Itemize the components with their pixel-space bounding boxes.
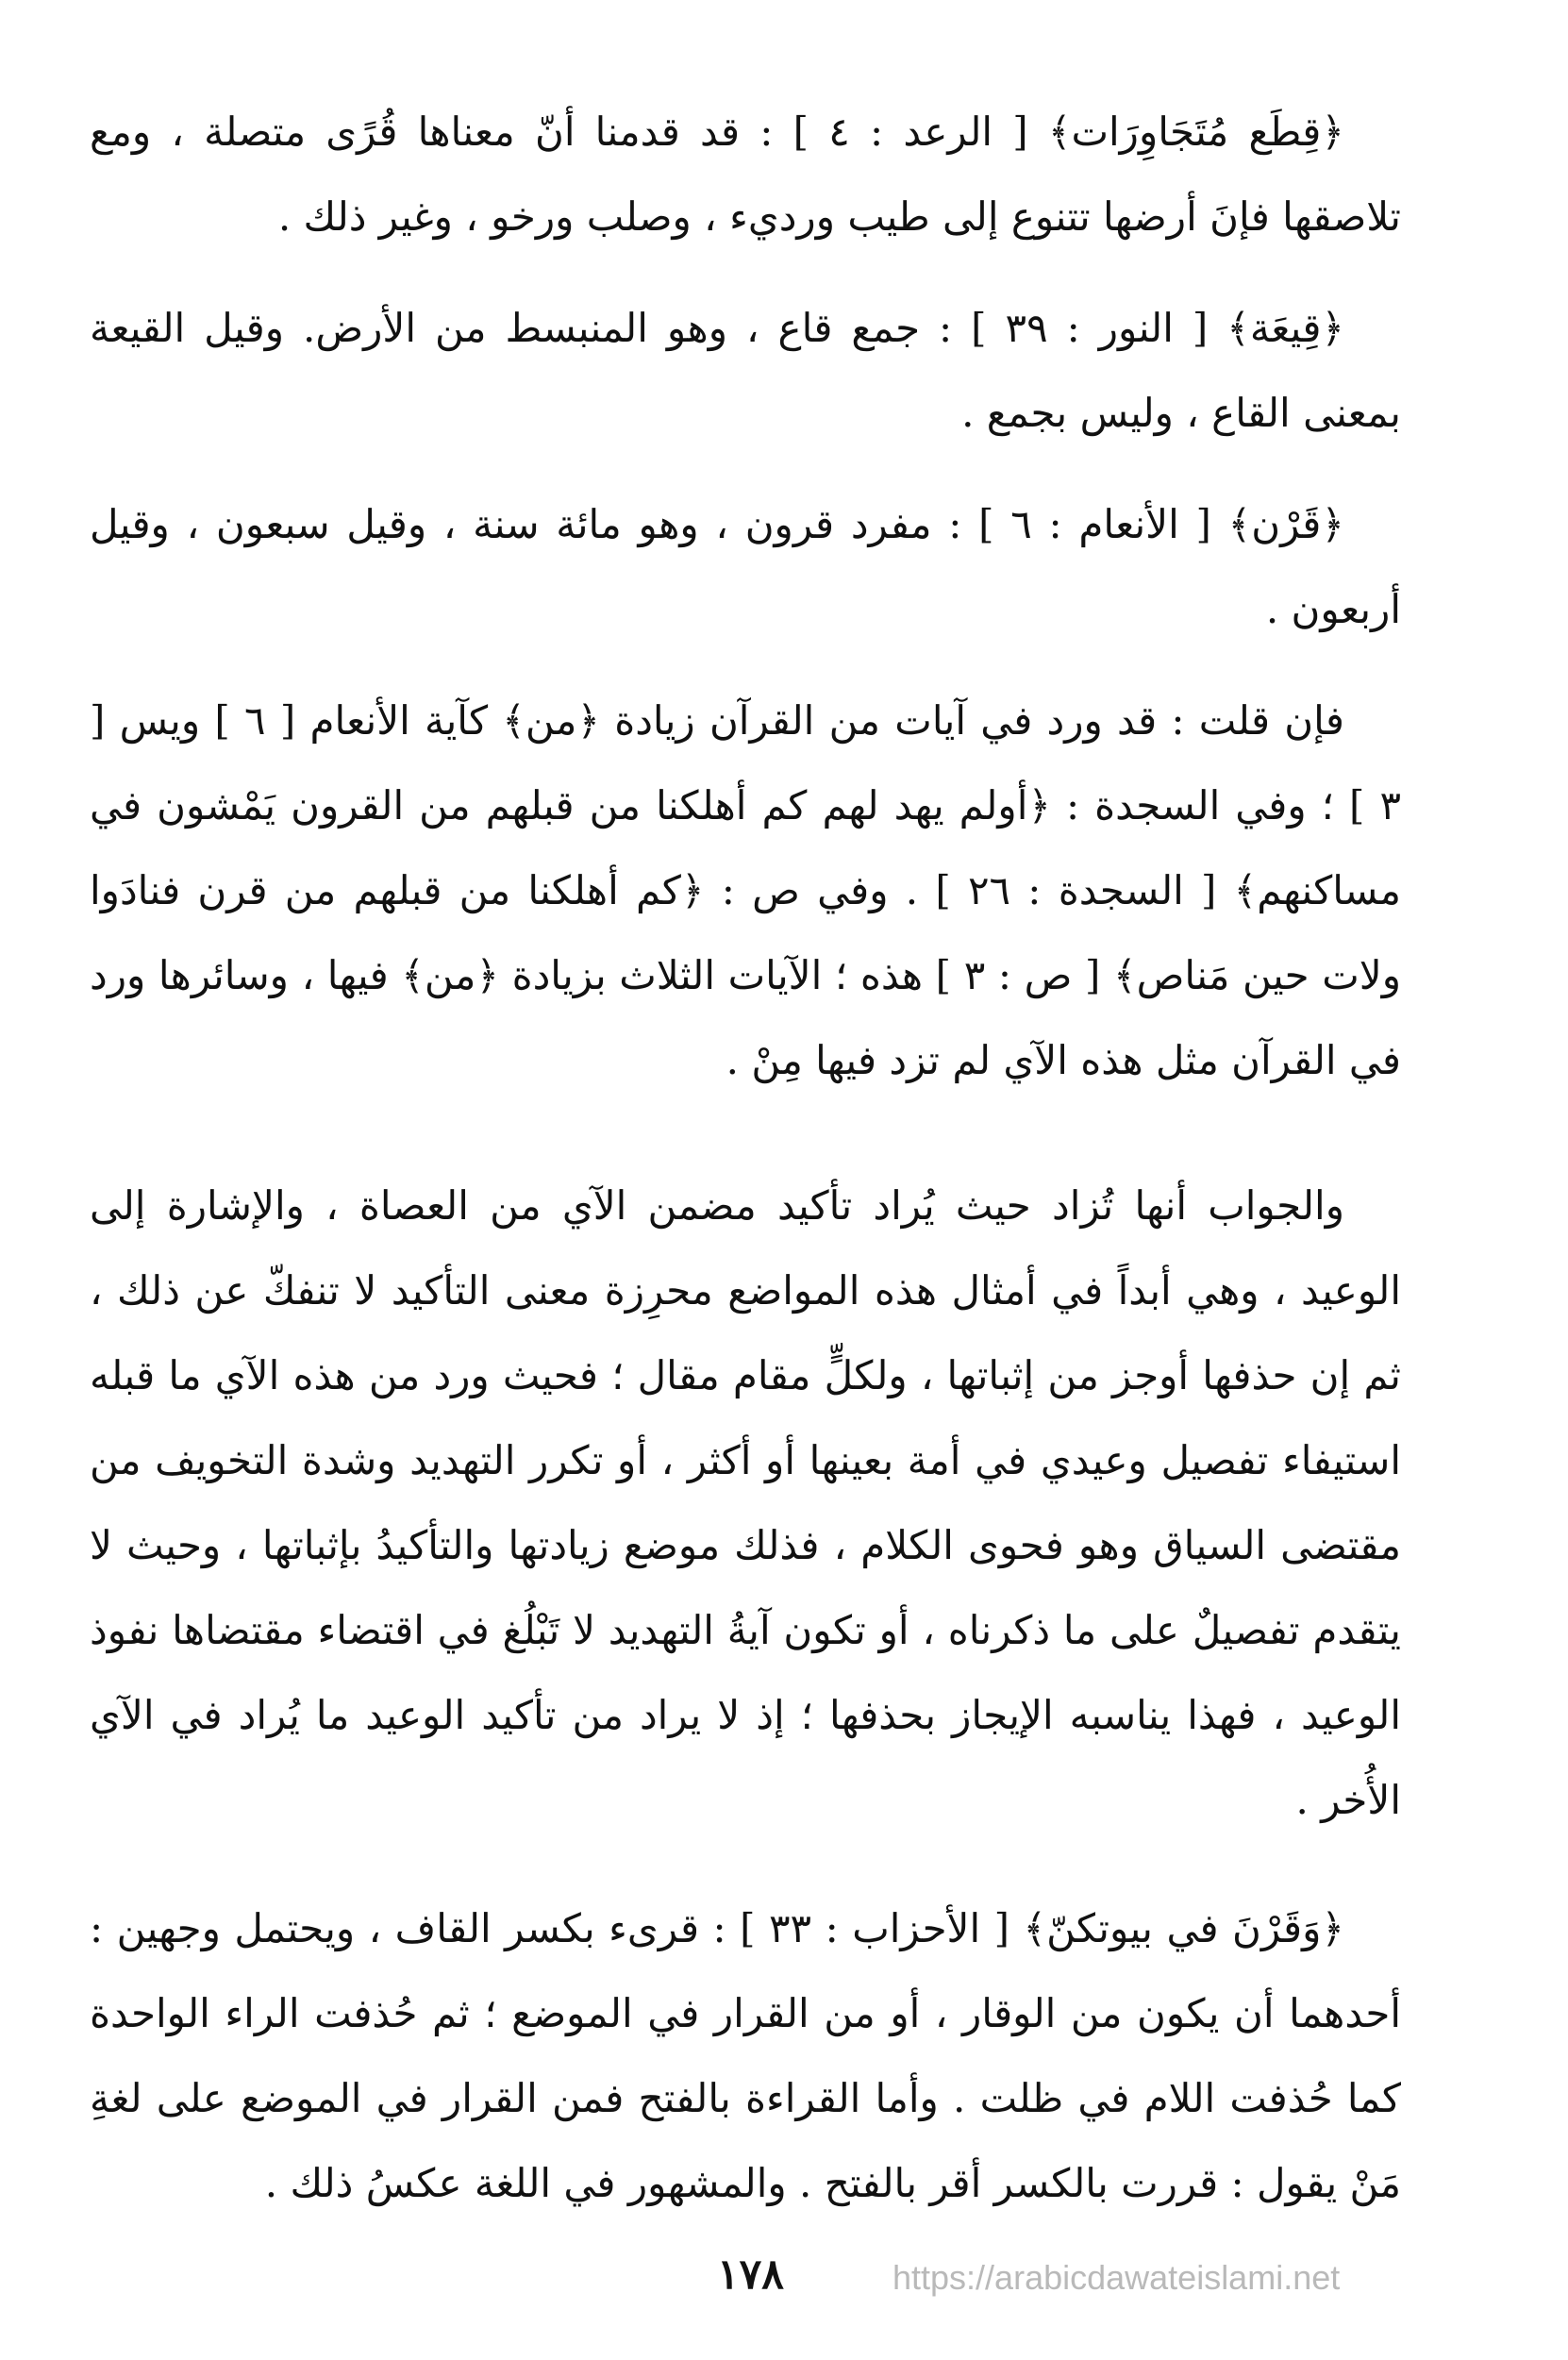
entry-qarn: ﴿قَرْن﴾ [ الأنعام : ٦ ] : مفرد قرون ، وهو مائة سنة ، وقيل سبعون ، وقيل أربعون . [90, 501, 1401, 632]
entry-qia: ﴿قِيعَة﴾ [ النور : ٣٩ ] : جمع قاع ، وهو المنبسط من الأرض. وقيل القيعة بمعنى القاع ، وليس بجمع . [90, 305, 1401, 436]
entry-wa-qarna: ﴿وَقَرْنَ في بيوتكنّ﴾ [ الأحزاب : ٣٣ ] : قرىء بكسر القاف ، ويحتمل وجهين : أحدهما أن يكون من الوقار ، أو من القرار في الموضع ؛ ثم حُذفت الراء الواحدة كما حُذفت اللام في ظلت . وأما القراءة بالفتح فمن القرار في الموضع على لغةِ مَنْ يقول : قررت بالكسر أقر بالفتح . والمشهور في اللغة عكسُ ذلك . [90, 1905, 1401, 2206]
watermark-url: https://arabicdawateislami.net [892, 2258, 1341, 2297]
page-footer [0, 2251, 1568, 2317]
page-body [90, 90, 1401, 2226]
question-paragraph: فإن قلت : قد ورد في آيات من القرآن زيادة ﴿من﴾ كآية الأنعام [ ٦ ] ويس [ ٣ ] ؛ وفي السجدة : ﴿أولم يهد لهم كم أهلكنا من قبلهم من القرون يَمْشون في مساكنهم﴾ [ السجدة : ٢٦ ] . وفي ص : ﴿كم أهلكنا من قبلهم من قرن فنادَوا ولات حين مَناص﴾ [ ص : ٣ ] هذه ؛ الآيات الثلاث بزيادة ﴿من﴾ فيها ، وسائرها ورد في القرآن مثل هذه الآي لم تزد فيها مِنْ . [90, 697, 1402, 1083]
answer-paragraph: والجواب أنها تُزاد حيث يُراد تأكيد مضمن الآي من العصاة ، والإشارة إلى الوعيد ، وهي أبداً في أمثال هذه المواضع محرِزة معنى التأكيد لا تنفكّ عن ذلك ، ثم إن حذفها أوجز من إثباتها ، ولكلٍّ مقام مقال ؛ فحيث ورد من هذه الآي ما قبله استيفاء تفصيل وعيدي في أمة بعينها أو أكثر ، أو تكرر التهديد وشدة التخويف من مقتضى السياق وهو فحوى الكلام ، فذلك موضع زيادتها والتأكيدُ بإثباتها ، وحيث لا يتقدم تفصيلٌ على ما ذكرناه ، أو تكون آيةُ التهديد لا تَبْلُغ في اقتضاء مقتضاها نفوذ الوعيد ، فهذا يناسبه الإيجاز بحذفها ؛ إذ لا يراد من تأكيد الوعيد ما يُراد في الآي الأُخر . [90, 1182, 1401, 1823]
entry-qita: ﴿قِطَع مُتَجَاوِرَات﴾ [ الرعد : ٤ ] : قد قدمنا أنّ معناها قُرًى متصلة ، ومع تلاصقها فإنَ أرضها تتنوع إلى طيب ورديء ، وصلب ورخو ، وغير ذلك . [90, 109, 1401, 240]
page-number: ١٧٨ [717, 2251, 784, 2299]
